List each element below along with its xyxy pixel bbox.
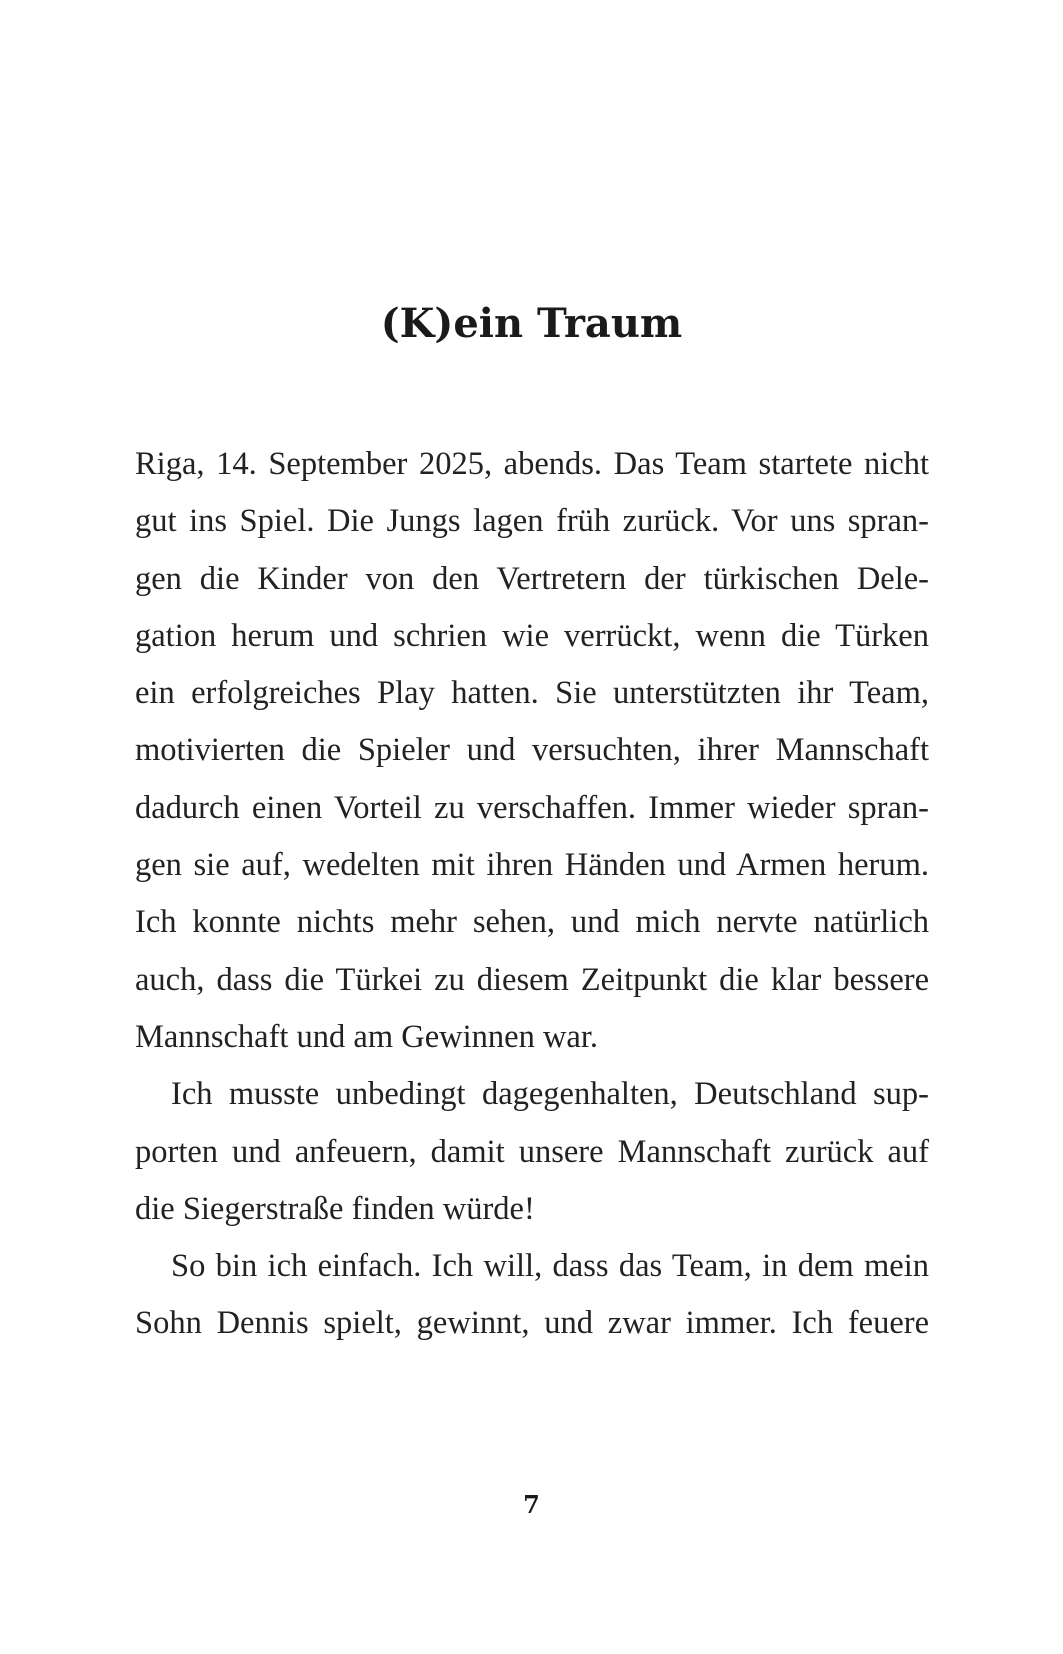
text-line: porten und anfeuern, damit unsere Mannschaft zurück auf — [135, 1133, 929, 1170]
paragraph-1 — [135, 436, 929, 1066]
text-line: gen die Kinder von den Vertretern der türkischen Dele- — [135, 560, 929, 597]
body-text — [135, 436, 929, 1353]
text-line: gation herum und schrien wie verrückt, wenn die Türken — [135, 617, 929, 654]
text-line: die Siegerstraße finden würde! — [135, 1190, 535, 1227]
text-line: Mannschaft und am Gewinnen war. — [135, 1018, 598, 1055]
text-line: Ich musste unbedingt dagegenhalten, Deutschland sup- — [171, 1076, 929, 1113]
paragraph-3 — [135, 1238, 929, 1353]
page-number: 7 — [523, 1490, 540, 1519]
text-line: gen sie auf, wedelten mit ihren Händen und Armen herum. — [135, 847, 929, 884]
text-line: So bin ich einfach. Ich will, dass das Team, in dem mein — [171, 1248, 929, 1285]
text-line: Riga, 14. September 2025, abends. Das Team startete nicht — [135, 446, 929, 482]
text-line: ein erfolgreiches Play hatten. Sie unterstützten ihr Team, — [135, 675, 929, 712]
chapter-title: (K)ein Traum — [380, 300, 683, 347]
text-line: Ich konnte nichts mehr sehen, und mich nervte natürlich — [135, 904, 929, 941]
text-line: auch, dass die Türkei zu diesem Zeitpunkt die klar bessere — [135, 961, 929, 998]
text-line: Sohn Dennis spielt, gewinnt, und zwar immer. Ich feuere — [135, 1305, 929, 1342]
text-line: motivierten die Spieler und versuchten, ihrer Mannschaft — [135, 732, 929, 769]
paragraph-2 — [135, 1066, 929, 1238]
text-line: gut ins Spiel. Die Jungs lagen früh zurück. Vor uns spran- — [135, 503, 929, 540]
text-line: dadurch einen Vorteil zu verschaffen. Immer wieder spran- — [135, 789, 929, 826]
